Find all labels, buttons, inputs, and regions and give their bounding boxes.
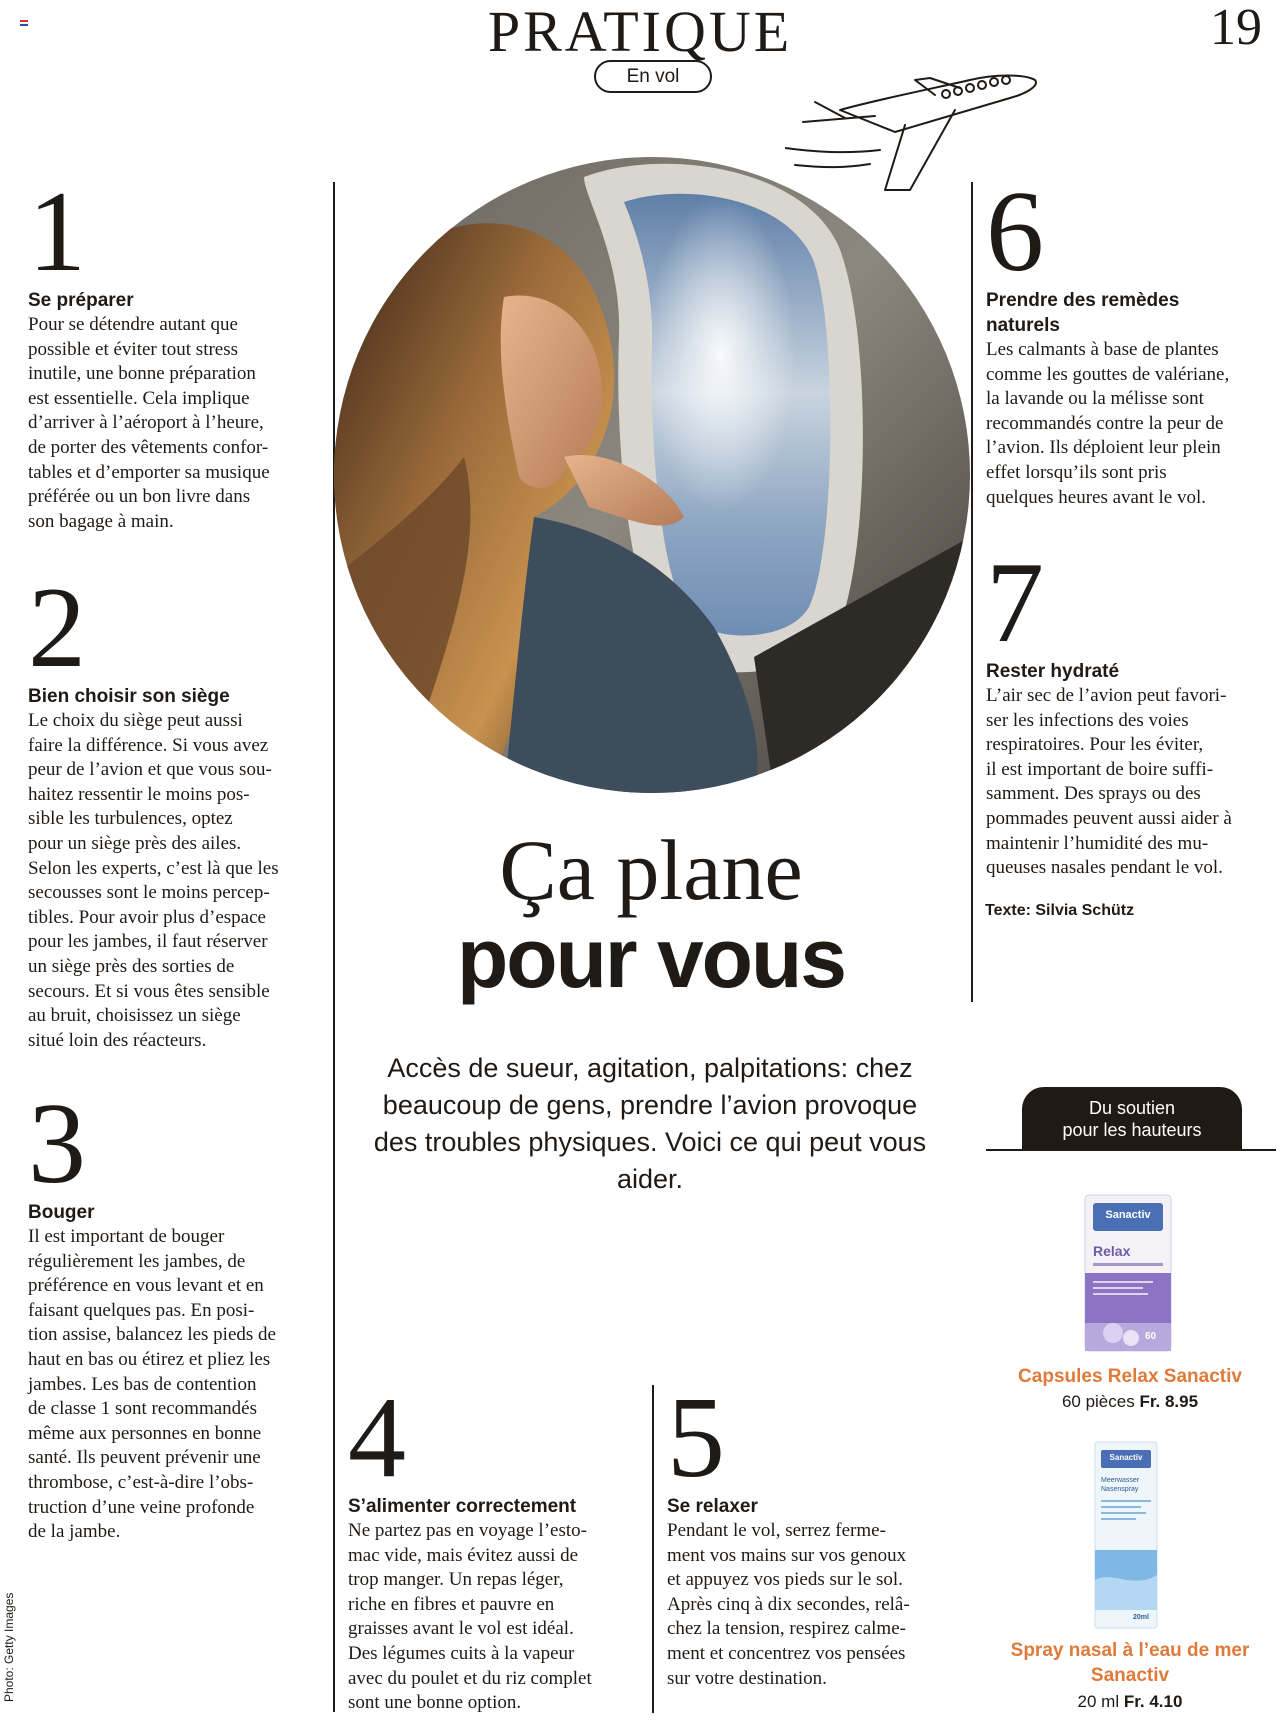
text-line: sible les turbulences, optez [28, 808, 233, 830]
tip-number: 1 [28, 168, 86, 296]
tip-body [986, 338, 1278, 510]
text-line: avec du poulet et du riz complet [348, 1667, 592, 1689]
tip-number: 6 [986, 168, 1044, 296]
divider-middle-bottom [652, 1385, 654, 1713]
pack-label: Relax [1093, 1243, 1131, 1259]
text-line: chez la tension, respirez calme- [667, 1618, 906, 1640]
text-line: Pour se détendre autant que [28, 314, 238, 335]
tip-heading: S’alimenter correctement [348, 1496, 577, 1517]
product-name-relax: Capsules Relax Sanactiv [1018, 1366, 1242, 1387]
text-line: préférée ou un bon livre dans [28, 486, 251, 508]
tip-body [28, 313, 328, 534]
text-line: riche en fibres et pauvre en [348, 1593, 555, 1615]
text-line: secousses sont le moins percep- [28, 882, 270, 904]
tip-heading: Rester hydraté [986, 661, 1120, 682]
product-price: Fr. 8.95 [1139, 1392, 1199, 1411]
text-line: quelques heures avant le vol. [986, 486, 1207, 508]
text-line: maintenir l’humidité des mu- [986, 832, 1209, 854]
pack-brand: Sanactiv [1105, 1209, 1151, 1221]
headline-line2: pour vous [456, 911, 845, 1005]
product-qty: 60 pièces [1061, 1392, 1135, 1411]
text-line: Prendre des remèdes [986, 290, 1180, 311]
nasal-spray-pack [1093, 1440, 1159, 1630]
tip-3 [28, 1080, 328, 1545]
text-line: son bagage à main. [28, 510, 174, 532]
products-tab [1022, 1087, 1242, 1149]
text-line: Des légumes cuits à la vapeur [348, 1642, 575, 1664]
text-line: graisses avant le vol est idéal. [348, 1618, 574, 1640]
text-line: ment vos mains sur vos genoux [667, 1544, 907, 1566]
text-line: Pendant le vol, serrez ferme- [667, 1520, 886, 1541]
text-line: Du soutien [1088, 1098, 1176, 1118]
text-line: mac vide, mais évitez aussi de [348, 1544, 579, 1566]
tip-4 [348, 1374, 648, 1716]
pack-brand: Sanactiv [1109, 1453, 1143, 1462]
tip-number: 3 [28, 1080, 86, 1208]
pack-label: Meerwasser Nasenspray [1101, 1477, 1140, 1493]
text-line: Les calmants à base de plantes [986, 339, 1219, 360]
text-line: pommades peuvent aussi aider à [986, 807, 1232, 829]
product-price-spray [990, 1692, 1270, 1712]
text-line: Le choix du siège peut aussi [28, 710, 243, 731]
text-line: est essentielle. Cela implique [28, 387, 250, 409]
text-line: tion assise, balancez les pieds de [28, 1324, 276, 1346]
text-line: et appuyez vos pieds sur le sol. [667, 1569, 903, 1591]
text-line: l’avion. Ils déploient leur plein [986, 437, 1221, 459]
text-line: ment et concentrez vos pensées [667, 1642, 906, 1664]
text-line: il est important de boire suffi- [986, 758, 1214, 780]
text-line: de porter des vêtements confor- [28, 436, 269, 458]
text-line: de classe 1 sont recommandés [28, 1398, 257, 1420]
text-line: ser les infections des voies [986, 709, 1189, 731]
products-rule [986, 1149, 1276, 1151]
text-line: Selon les experts, c’est là que les [28, 857, 279, 879]
product-qty: 20 ml [1077, 1692, 1120, 1711]
text-line: possible et éviter tout stress [28, 338, 239, 360]
text-line: sur votre destination. [667, 1667, 827, 1689]
page-number: 19 [1210, 0, 1262, 56]
text-line: queuses nasales pendant le vol. [986, 857, 1223, 879]
text-line: la lavande ou la mélisse sont [986, 388, 1204, 410]
text-line: faisant quelques pas. En posi- [28, 1299, 255, 1321]
text-line: inutile, une bonne préparation [28, 363, 256, 385]
text-line: tibles. Pour avoir plus d’espace [28, 906, 266, 928]
product-name-spray [990, 1638, 1270, 1688]
tip-number: 7 [986, 539, 1044, 667]
text-line: au bruit, choisissez un siège [28, 1005, 241, 1027]
text-line: même aux personnes en bonne [28, 1422, 262, 1444]
text-line: comme les gouttes de valériane, [986, 363, 1230, 385]
text-line: Ne partez pas en voyage l’esto- [348, 1520, 587, 1541]
text-line: situé loin des réacteurs. [28, 1029, 207, 1051]
text-line: pour les hauteurs [1062, 1120, 1202, 1140]
tip-5 [667, 1374, 967, 1691]
product-price: Fr. 4.10 [1123, 1692, 1183, 1711]
text-line: tables et d’emporter sa musique [28, 461, 270, 483]
tip-body [667, 1519, 967, 1691]
text-line: Spray nasal à l’eau de mer [1010, 1640, 1250, 1661]
tip-number: 2 [28, 564, 86, 692]
pack-count: 60 [1145, 1331, 1157, 1342]
text-line: haut en bas ou étirez et pliez les [28, 1348, 271, 1370]
text-line: haitez ressentir le moins pos- [28, 783, 250, 805]
text-line: pour les jambes, il faut réserver [28, 931, 268, 953]
text-line: recommandés contre la peur de [986, 412, 1224, 434]
tip-1 [28, 168, 328, 534]
pack-count: 20ml [1133, 1614, 1149, 1621]
headline-line1: Ça plane [499, 822, 803, 918]
text-line: respiratoires. Pour les éviter, [986, 734, 1204, 756]
text-line: Il est important de bouger [28, 1226, 225, 1247]
text-line: L’air sec de l’avion peut favori- [986, 685, 1227, 706]
photo-credit: Photo: Getty Images [2, 1592, 16, 1702]
text-line: secours. Et si vous êtes sensible [28, 980, 270, 1002]
tip-heading: Bien choisir son siège [28, 686, 230, 707]
tip-number: 4 [348, 1374, 406, 1502]
tip-body [348, 1519, 648, 1716]
text-line: effet lorsqu’ils sont pris [986, 461, 1167, 483]
tip-6 [986, 168, 1278, 510]
text-line: thrombose, c’est-à-dire l’obs- [28, 1471, 254, 1493]
text-line: faire la différence. Si vous avez [28, 734, 269, 756]
text-line: naturels [986, 315, 1060, 336]
lead-text: Accès de sueur, agitation, palpitations: chez beaucoup de gens, prendre l’avion provoque des troubles physiques. Voici ce qui peut vous aider. [373, 1053, 927, 1194]
tip-heading: Se relaxer [667, 1496, 758, 1517]
text-line: d’arriver à l’aéroport à l’heure, [28, 412, 264, 434]
text-line: truction d’une veine profonde [28, 1496, 255, 1518]
tip-heading [986, 288, 1278, 338]
tip-heading: Se préparer [28, 290, 134, 311]
hero-photo [334, 157, 970, 793]
text-line: préférence en vous levant et en [28, 1275, 264, 1297]
tip-heading: Bouger [28, 1202, 95, 1223]
text-line: Sanactiv [1090, 1665, 1170, 1686]
text-line: peur de l’avion et que vous sou- [28, 759, 272, 781]
author-credit: Texte: Silvia Schütz [985, 902, 1135, 919]
text-line: Après cinq à dix secondes, relâ- [667, 1593, 910, 1615]
subsection-pill: En vol [594, 60, 712, 93]
text-line: pour un siège près des ailes. [28, 832, 242, 854]
relax-capsules-pack [1083, 1193, 1173, 1353]
tip-number: 5 [667, 1374, 725, 1502]
text-line: santé. Ils peuvent prévenir une [28, 1447, 261, 1469]
text-line: de la jambe. [28, 1521, 121, 1543]
text-line: régulièrement les jambes, de [28, 1250, 246, 1272]
text-line: un siège près des sorties de [28, 955, 235, 977]
tip-body [28, 1225, 328, 1545]
text-line: samment. Des sprays ou des [986, 783, 1201, 805]
section-title: PRATIQUE [487, 0, 793, 64]
product-price-relax [990, 1392, 1270, 1412]
text-line: jambes. Les bas de contention [28, 1373, 257, 1395]
text-line: sont une bonne option. [348, 1692, 522, 1714]
text-line: trop manger. Un repas léger, [348, 1569, 564, 1591]
